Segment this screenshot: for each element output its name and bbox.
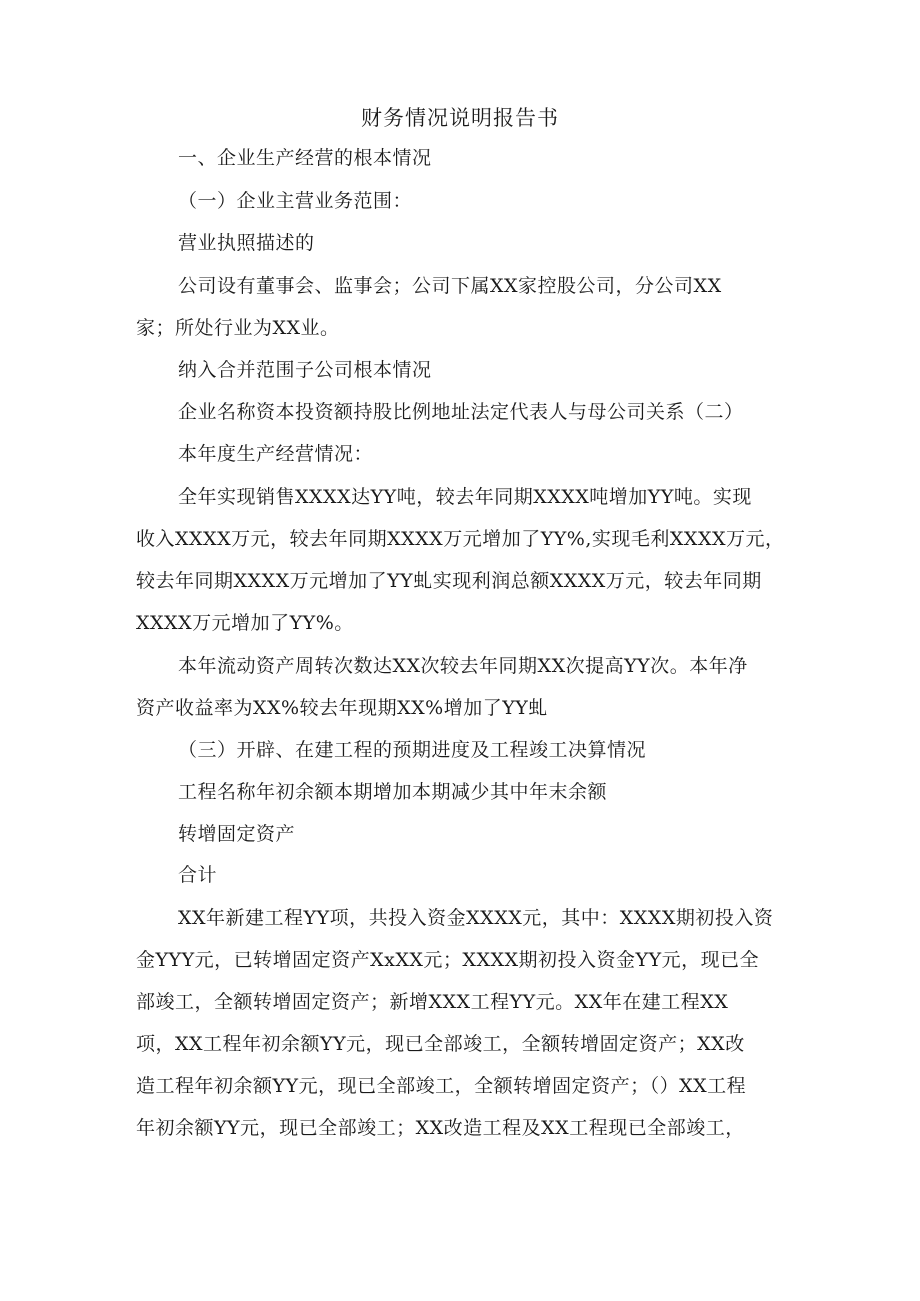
- subsection-heading-1: （一）企业主营业务范围：: [178, 190, 413, 212]
- paragraph-line: 家；所处行业为XX业。: [136, 317, 340, 339]
- paragraph-line: 公司设有董事会、监事会；公司下属XX家控股公司，分公司XX: [178, 275, 722, 297]
- paragraph-line: 资产收益率为XX%较去年现期XX%增加了YY虬: [136, 697, 548, 719]
- paragraph-line: 造工程年初余额YY元，现已全部竣工，全额转增固定资产；（）XX工程: [136, 1075, 747, 1097]
- paragraph-line: 合计: [178, 864, 218, 886]
- paragraph-line: 纳入合并范围子公司根本情况: [178, 359, 432, 381]
- paragraph-line: 全年实现销售XXXX达YY吨，较去年同期XXXX吨增加YY吨。实现: [178, 486, 752, 508]
- paragraph-line: 本年度生产经营情况：: [178, 443, 374, 465]
- document-title: 财务情况说明报告书: [361, 106, 559, 130]
- paragraph-line: 企业名称资本投资额持股比例地址法定代表人与母公司关系（二）: [178, 401, 744, 423]
- paragraph-line: 收入XXXX万元，较去年同期XXXX万元增加了YY%,实现毛利XXXX万元，: [136, 528, 785, 550]
- section-heading-1: 一、企业生产经营的根本情况: [178, 147, 432, 169]
- paragraph-line: 金YYY元，已转增固定资产XxXX元；XXXX期初投入资金YY元，现已全: [136, 949, 760, 971]
- paragraph-line: 部竣工，全额转增固定资产；新增XXX工程YY元。XX年在建工程XX: [136, 991, 729, 1013]
- paragraph-line: 本年流动资产周转次数达XX次较去年同期XX次提高YY次。本年净: [178, 655, 748, 677]
- paragraph-line: XXXX万元增加了YY%。: [136, 612, 354, 634]
- paragraph-line: XX年新建工程YY项，共投入资金XXXX元，其中：XXXX期初投入资: [178, 907, 774, 929]
- subsection-heading-3: （三）开辟、在建工程的预期进度及工程竣工决算情况: [178, 739, 647, 761]
- paragraph-line: 年初余额YY元，现已全部竣工；XX改造工程及XX工程现已全部竣工，: [136, 1117, 745, 1139]
- paragraph-line: 项，XX工程年初余额YY元，现已全部竣工，全额转增固定资产；XX改: [136, 1033, 745, 1055]
- paragraph-line: 较去年同期XXXX万元增加了YY虬实现利润总额XXXX万元，较去年同期: [136, 570, 762, 592]
- paragraph-line: 营业执照描述的: [178, 232, 315, 254]
- paragraph-line: 工程名称年初余额本期增加本期减少其中年末余额: [178, 781, 608, 803]
- paragraph-line: 转增固定资产: [178, 823, 296, 845]
